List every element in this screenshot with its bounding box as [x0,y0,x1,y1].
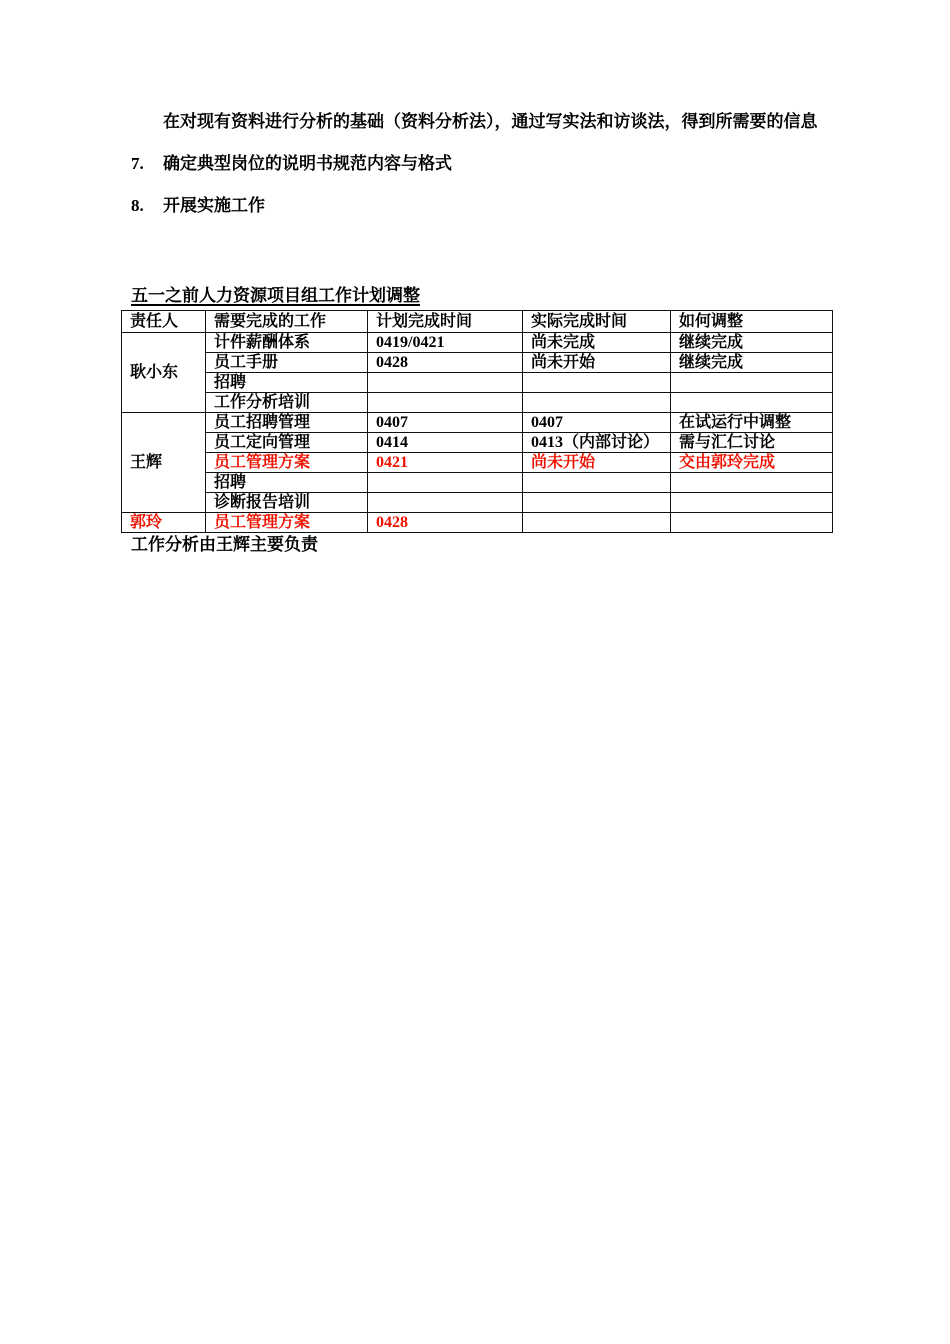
column-header-planned-time: 计划完成时间 [368,311,523,333]
cell-actual: 尚未开始 [523,453,671,473]
cell-planned: 0428 [368,513,523,533]
cell-planned [368,493,523,513]
table-title: 五一之前人力资源项目组工作计划调整 [131,286,420,305]
table-row-highlighted [122,453,833,473]
cell-actual: 尚未完成 [523,333,671,353]
list-item-8-number: 8. [131,196,144,215]
cell-task: 工作分析培训 [206,393,368,413]
list-item-7-number: 7. [131,154,144,173]
table-row [122,473,833,493]
cell-adjustment [671,493,833,513]
cell-planned [368,393,523,413]
work-plan-table [121,310,833,533]
cell-adjustment: 在试运行中调整 [671,413,833,433]
table-row-highlighted [122,513,833,533]
table-row [122,353,833,373]
cell-adjustment [671,373,833,393]
column-header-adjustment: 如何调整 [671,311,833,333]
cell-planned: 0419/0421 [368,333,523,353]
cell-actual [523,393,671,413]
cell-adjustment: 继续完成 [671,333,833,353]
cell-actual: 0407 [523,413,671,433]
cell-actual [523,473,671,493]
cell-task: 诊断报告培训 [206,493,368,513]
column-header-task: 需要完成的工作 [206,311,368,333]
cell-adjustment: 继续完成 [671,353,833,373]
cell-person: 郭玲 [122,513,206,533]
table-row [122,493,833,513]
table-row [122,333,833,353]
cell-planned [368,473,523,493]
cell-task: 招聘 [206,473,368,493]
cell-actual [523,513,671,533]
cell-actual: 0413（内部讨论） [523,433,671,453]
cell-task: 员工定向管理 [206,433,368,453]
table-row [122,373,833,393]
column-header-person: 责任人 [122,311,206,333]
cell-planned: 0407 [368,413,523,433]
cell-person: 耿小东 [122,333,206,413]
cell-actual: 尚未开始 [523,353,671,373]
cell-task: 员工招聘管理 [206,413,368,433]
table-row [122,433,833,453]
intro-paragraph: 在对现有资料进行分析的基础（资料分析法），通过写实法和访谈法，得到所需要的信息 [163,112,818,131]
cell-actual [523,493,671,513]
cell-actual [523,373,671,393]
cell-task: 计件薪酬体系 [206,333,368,353]
cell-task: 员工管理方案 [206,453,368,473]
cell-person: 王辉 [122,413,206,513]
footer-note: 工作分析由王辉主要负责 [131,535,318,554]
list-item-7 [131,151,452,177]
cell-planned: 0421 [368,453,523,473]
cell-task: 招聘 [206,373,368,393]
column-header-actual-time: 实际完成时间 [523,311,671,333]
cell-adjustment: 交由郭玲完成 [671,453,833,473]
cell-planned: 0428 [368,353,523,373]
cell-task: 员工管理方案 [206,513,368,533]
list-item-7-text: 确定典型岗位的说明书规范内容与格式 [163,154,452,173]
cell-task: 员工手册 [206,353,368,373]
table-row [122,393,833,413]
cell-planned: 0414 [368,433,523,453]
table-header-row [122,311,833,333]
cell-planned [368,373,523,393]
cell-adjustment [671,393,833,413]
cell-adjustment: 需与汇仁讨论 [671,433,833,453]
cell-adjustment [671,473,833,493]
cell-adjustment [671,513,833,533]
list-item-8-text: 开展实施工作 [163,196,265,215]
table-row [122,413,833,433]
list-item-8 [131,193,265,219]
